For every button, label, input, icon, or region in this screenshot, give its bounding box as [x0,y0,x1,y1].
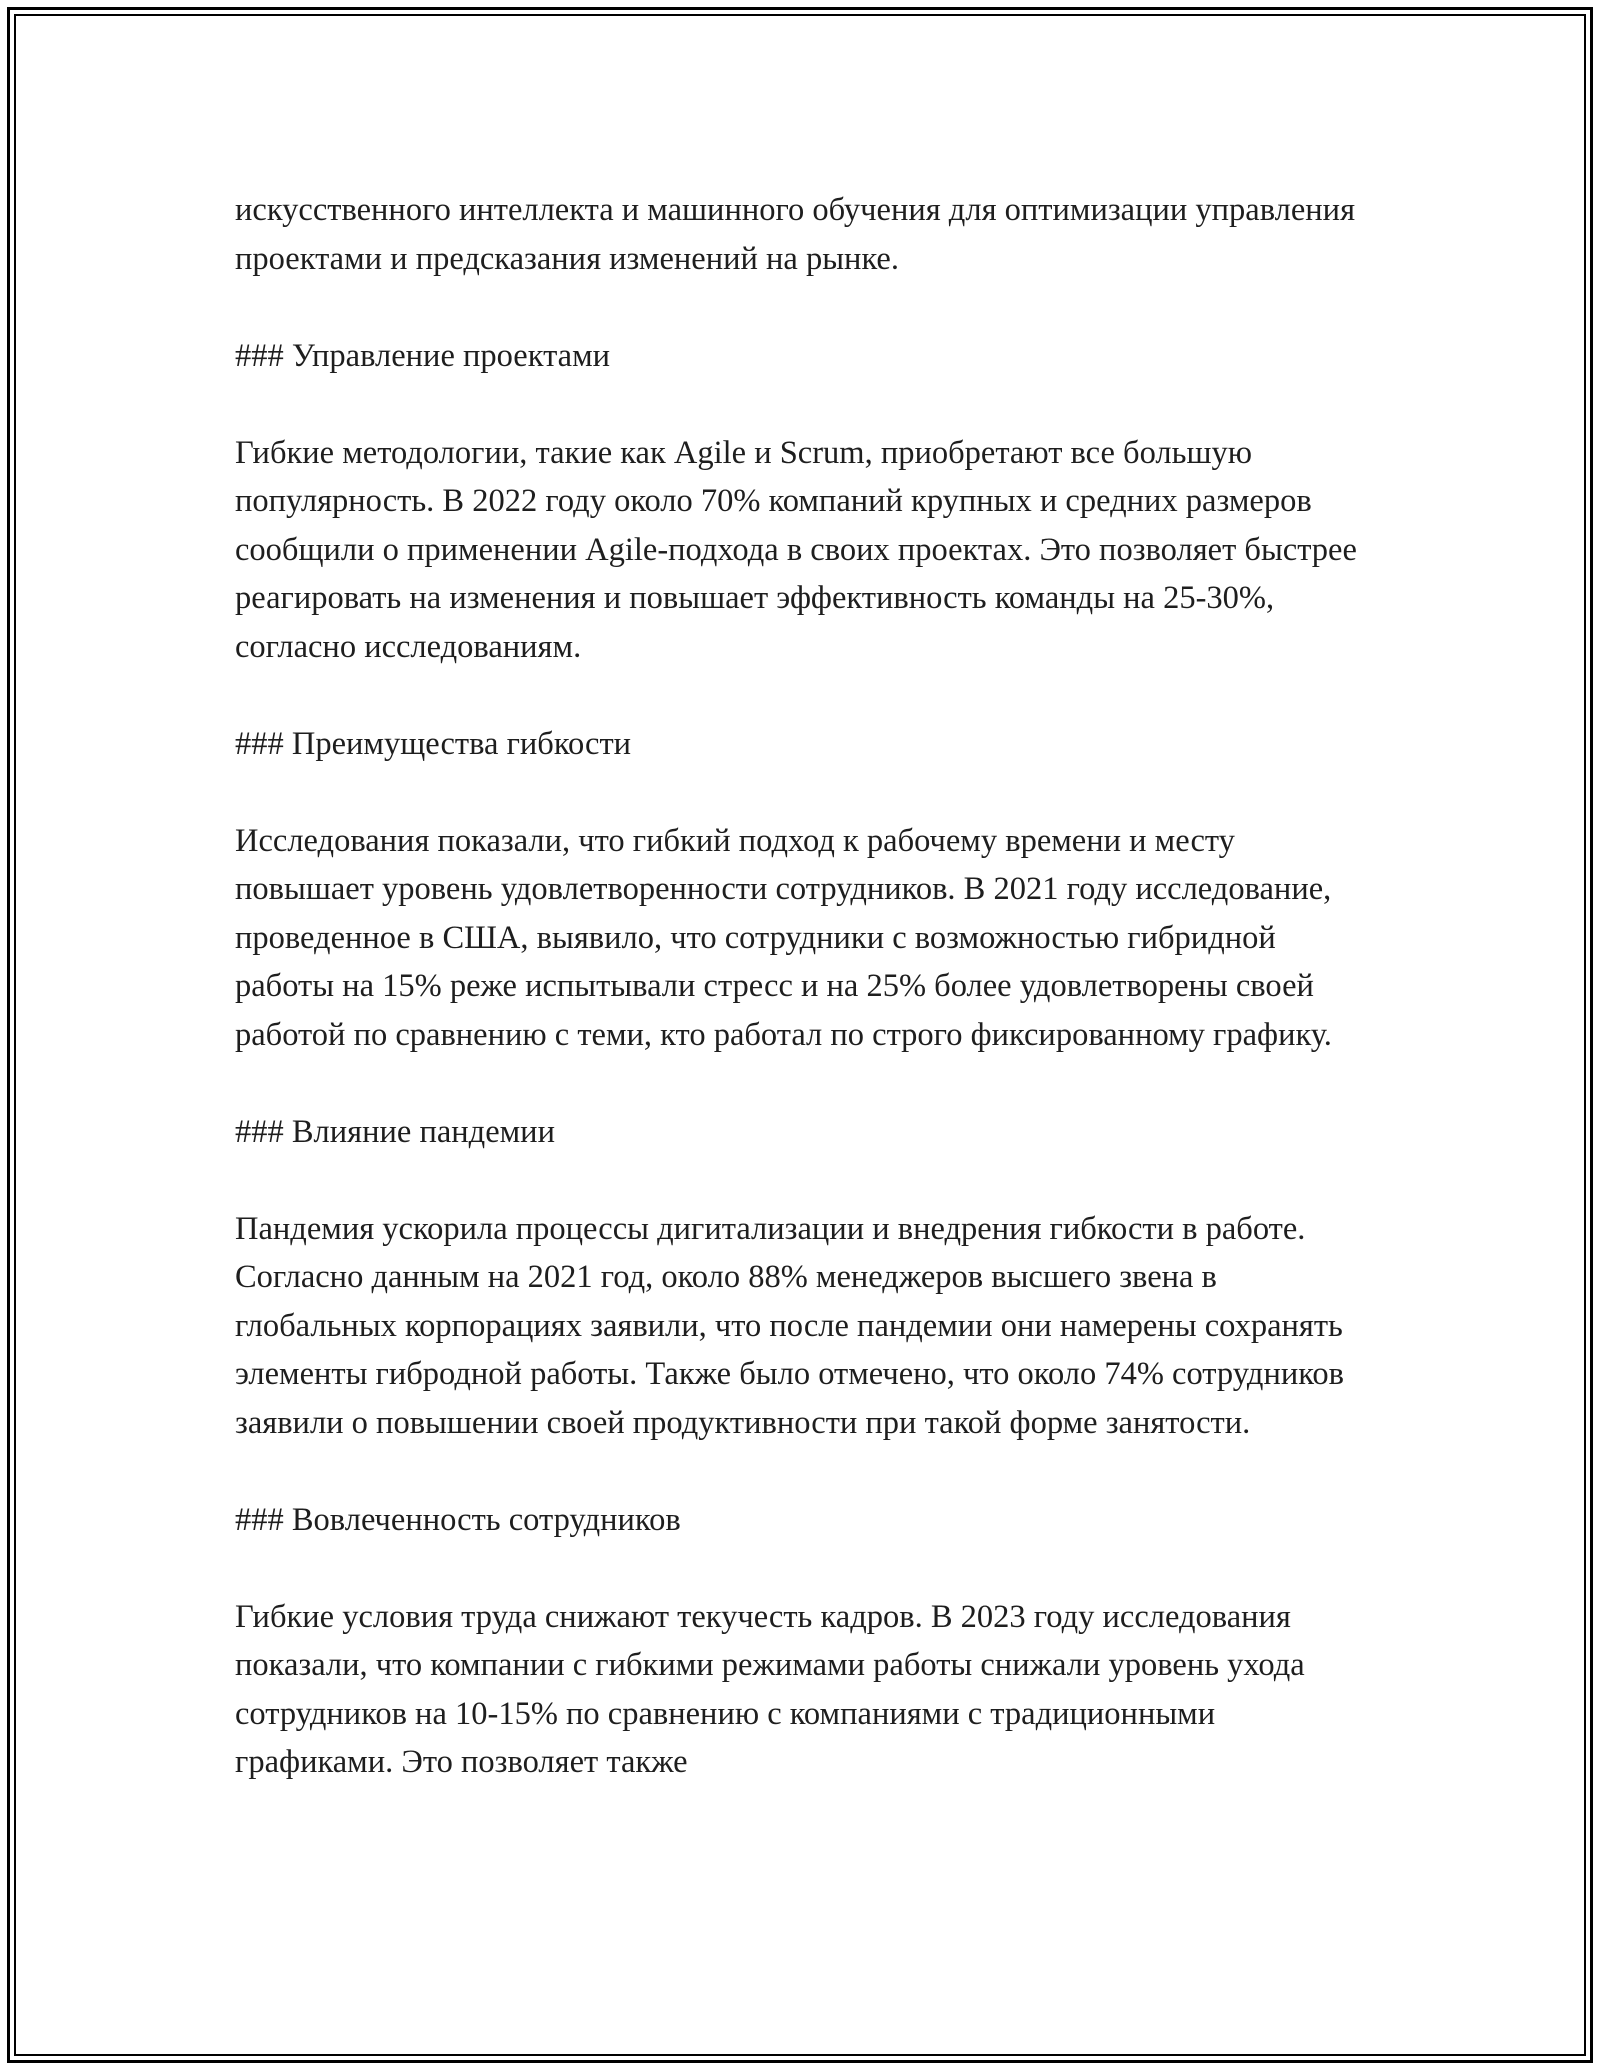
section-heading-project-management: ### Управление проектами [235,337,611,374]
section-body-pandemic-impact: Пандемия ускорила процессы дигитализации и внедрения гибкости в работе. Согласно данным на 2021 год, около 88% менеджеров высшего звена в глобальных корпорациях заявили, что после пандемии они намерены сохранять элементы гибродной работы. Также было отмечено, что около 74% сотрудников заявили о повышении своей продуктивности при такой форме занятости. [235,1210,1344,1441]
intro-continuation-paragraph: искусственного интеллекта и машинного обучения для оптимизации управления проектами и предсказания изменений на рынке. [235,192,1356,277]
document-body [235,186,1375,1835]
section-body-employee-engagement: Гибкие условия труда снижают текучесть кадров. В 2023 году исследования показали, что компании с гибкими режимами работы снижали уровень ухода сотрудников на 10-15% по сравнению с компаниями с традиционными графиками. Это позволяет также [235,1598,1305,1780]
section-heading-flexibility-benefits: ### Преимущества гибкости [235,725,632,762]
section-body-flexibility-benefits: Исследования показали, что гибкий подход к рабочему времени и месту повышает уровень удовлетворенности сотрудников. В 2021 году исследование, проведенное в США, выявило, что сотрудники с возможностью гибридной работы на 15% реже испытывали стресс и на 25% более удовлетворены своей работой по сравнению с теми, кто работал по строго фиксированному графику. [235,822,1332,1053]
section-heading-pandemic-impact: ### Влияние пандемии [235,1113,555,1150]
section-body-project-management: Гибкие методологии, такие как Agile и Scrum, приобретают все большую популярность. В 2022 году около 70% компаний крупных и средних размеров сообщили о применении Agile-подхода в своих проектах. Это позволяет быстрее реагировать на изменения и повышает эффективность команды на 25-30%, согласно исследованиям. [235,434,1357,665]
section-heading-employee-engagement: ### Вовлеченность сотрудников [235,1501,681,1538]
